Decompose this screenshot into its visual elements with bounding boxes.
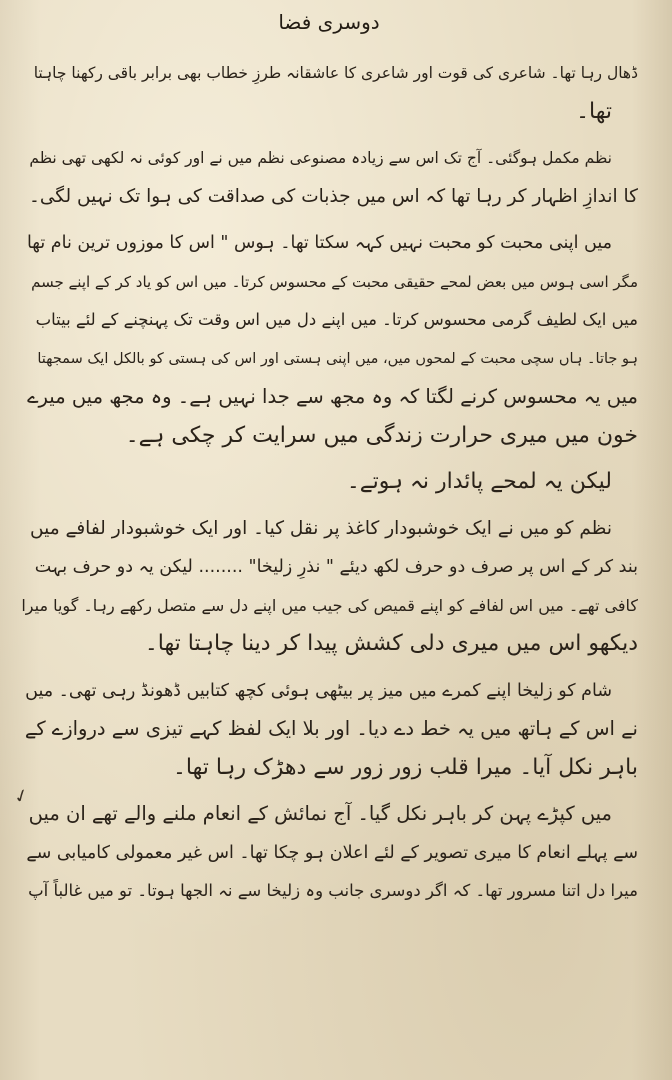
text-line: لیکن یہ لمحے پائدار نہ ہوتے۔: [346, 469, 612, 494]
margin-mark-icon: ✓: [10, 784, 33, 809]
text-line: تھا۔: [576, 98, 612, 124]
text-line: میں ایک لطیف گرمی محسوس کرتا۔ میں اپنے دل میں اس وقت تک پہنچنے کے لئے بیتاب: [35, 310, 638, 329]
text-line: نظم کو میں نے ایک خوشبودار کاغذ پر نقل کیا۔ اور ایک خوشبودار لفافے میں: [30, 517, 612, 539]
text-line: میں اپنی محبت کو محبت نہیں کہہ سکتا تھا۔ ہوس " اس کا موزوں ترین نام تھا: [26, 233, 612, 253]
text-line: نے اس کے ہاتھ میں یہ خط دے دیا۔ اور بلا ایک لفظ کہے تیزی سے دروازے کے: [24, 717, 638, 740]
text-line: میں کپڑے پہن کر باہر نکل گیا۔ آج نمائش کے انعام ملنے والے تھے ان میں: [28, 802, 612, 825]
text-line: خون میں میری حرارت زندگی میں سرایت کر چکی ہے۔: [125, 422, 638, 448]
text-line: سے پہلے انعام کا میری تصویر کے لئے اعلان ہو چکا تھا۔ اس غیر معمولی کامیابی سے: [26, 842, 638, 863]
text-line: ڈھال رہا تھا۔ شاعری کی قوت اور شاعری کا عاشقانہ طرزِ خطاب بھی برابر باقی رکھنا چاہتا: [33, 64, 638, 82]
text-line: نظم مکمل ہوگئی۔ آج تک اس سے زیادہ مصنوعی نظم میں نے اور کوئی نہ لکھی تھی نظم: [29, 149, 612, 167]
text-line: باہر نکل آیا۔ میرا قلب زور زور سے دھڑک رہا تھا۔: [173, 754, 638, 780]
text-line: ہو جاتا۔ ہاں سچی محبت کے لمحوں میں، میں اپنی ہستی اور اس کی ہستی کو بالکل ایک سمجھتا: [37, 350, 638, 367]
text-line: کا اندازِ اظہار کر رہا تھا کہ اس میں جذبات کی صداقت کی ہوا تک نہیں لگی۔: [29, 185, 638, 207]
text-line: کافی تھے۔ میں اس لفافے کو اپنے قمیص کی جیب میں اپنے دل سے متصل رکھے رہا۔ گویا میرا: [21, 595, 638, 615]
text-line: میرا دل اتنا مسرور تھا۔ کہ اگر دوسری جانب وہ زلیخا سے نہ الجھا ہوتا۔ تو میں غالباً آپ: [28, 881, 638, 900]
text-line: دیکھو اس میں میری دلی کشش پیدا کر دینا چاہتا تھا۔: [144, 631, 638, 656]
text-line: میں یہ محسوس کرنے لگتا کہ وہ مجھ سے جدا نہیں ہے۔ وہ مجھ میں میرے: [27, 385, 638, 408]
text-line: مگر اسی ہوس میں بعض لمحے حقیقی محبت کے محسوس کرتا۔ میں اس کو یاد کر کے اپنے جسم: [31, 272, 638, 291]
text-line: شام کو زلیخا اپنے کمرے میں میز پر بیٹھی ہوئی کچھ کتابیں ڈھونڈ رہی تھی۔ میں: [25, 680, 612, 701]
page-body: [20, 54, 638, 911]
running-head: دوسری فضا: [278, 10, 380, 34]
text-line: بند کر کے اس پر صرف دو حرف لکھ دیئے " نذرِ زلیخا" ........ لیکن یہ دو حرف بہت: [34, 557, 638, 577]
